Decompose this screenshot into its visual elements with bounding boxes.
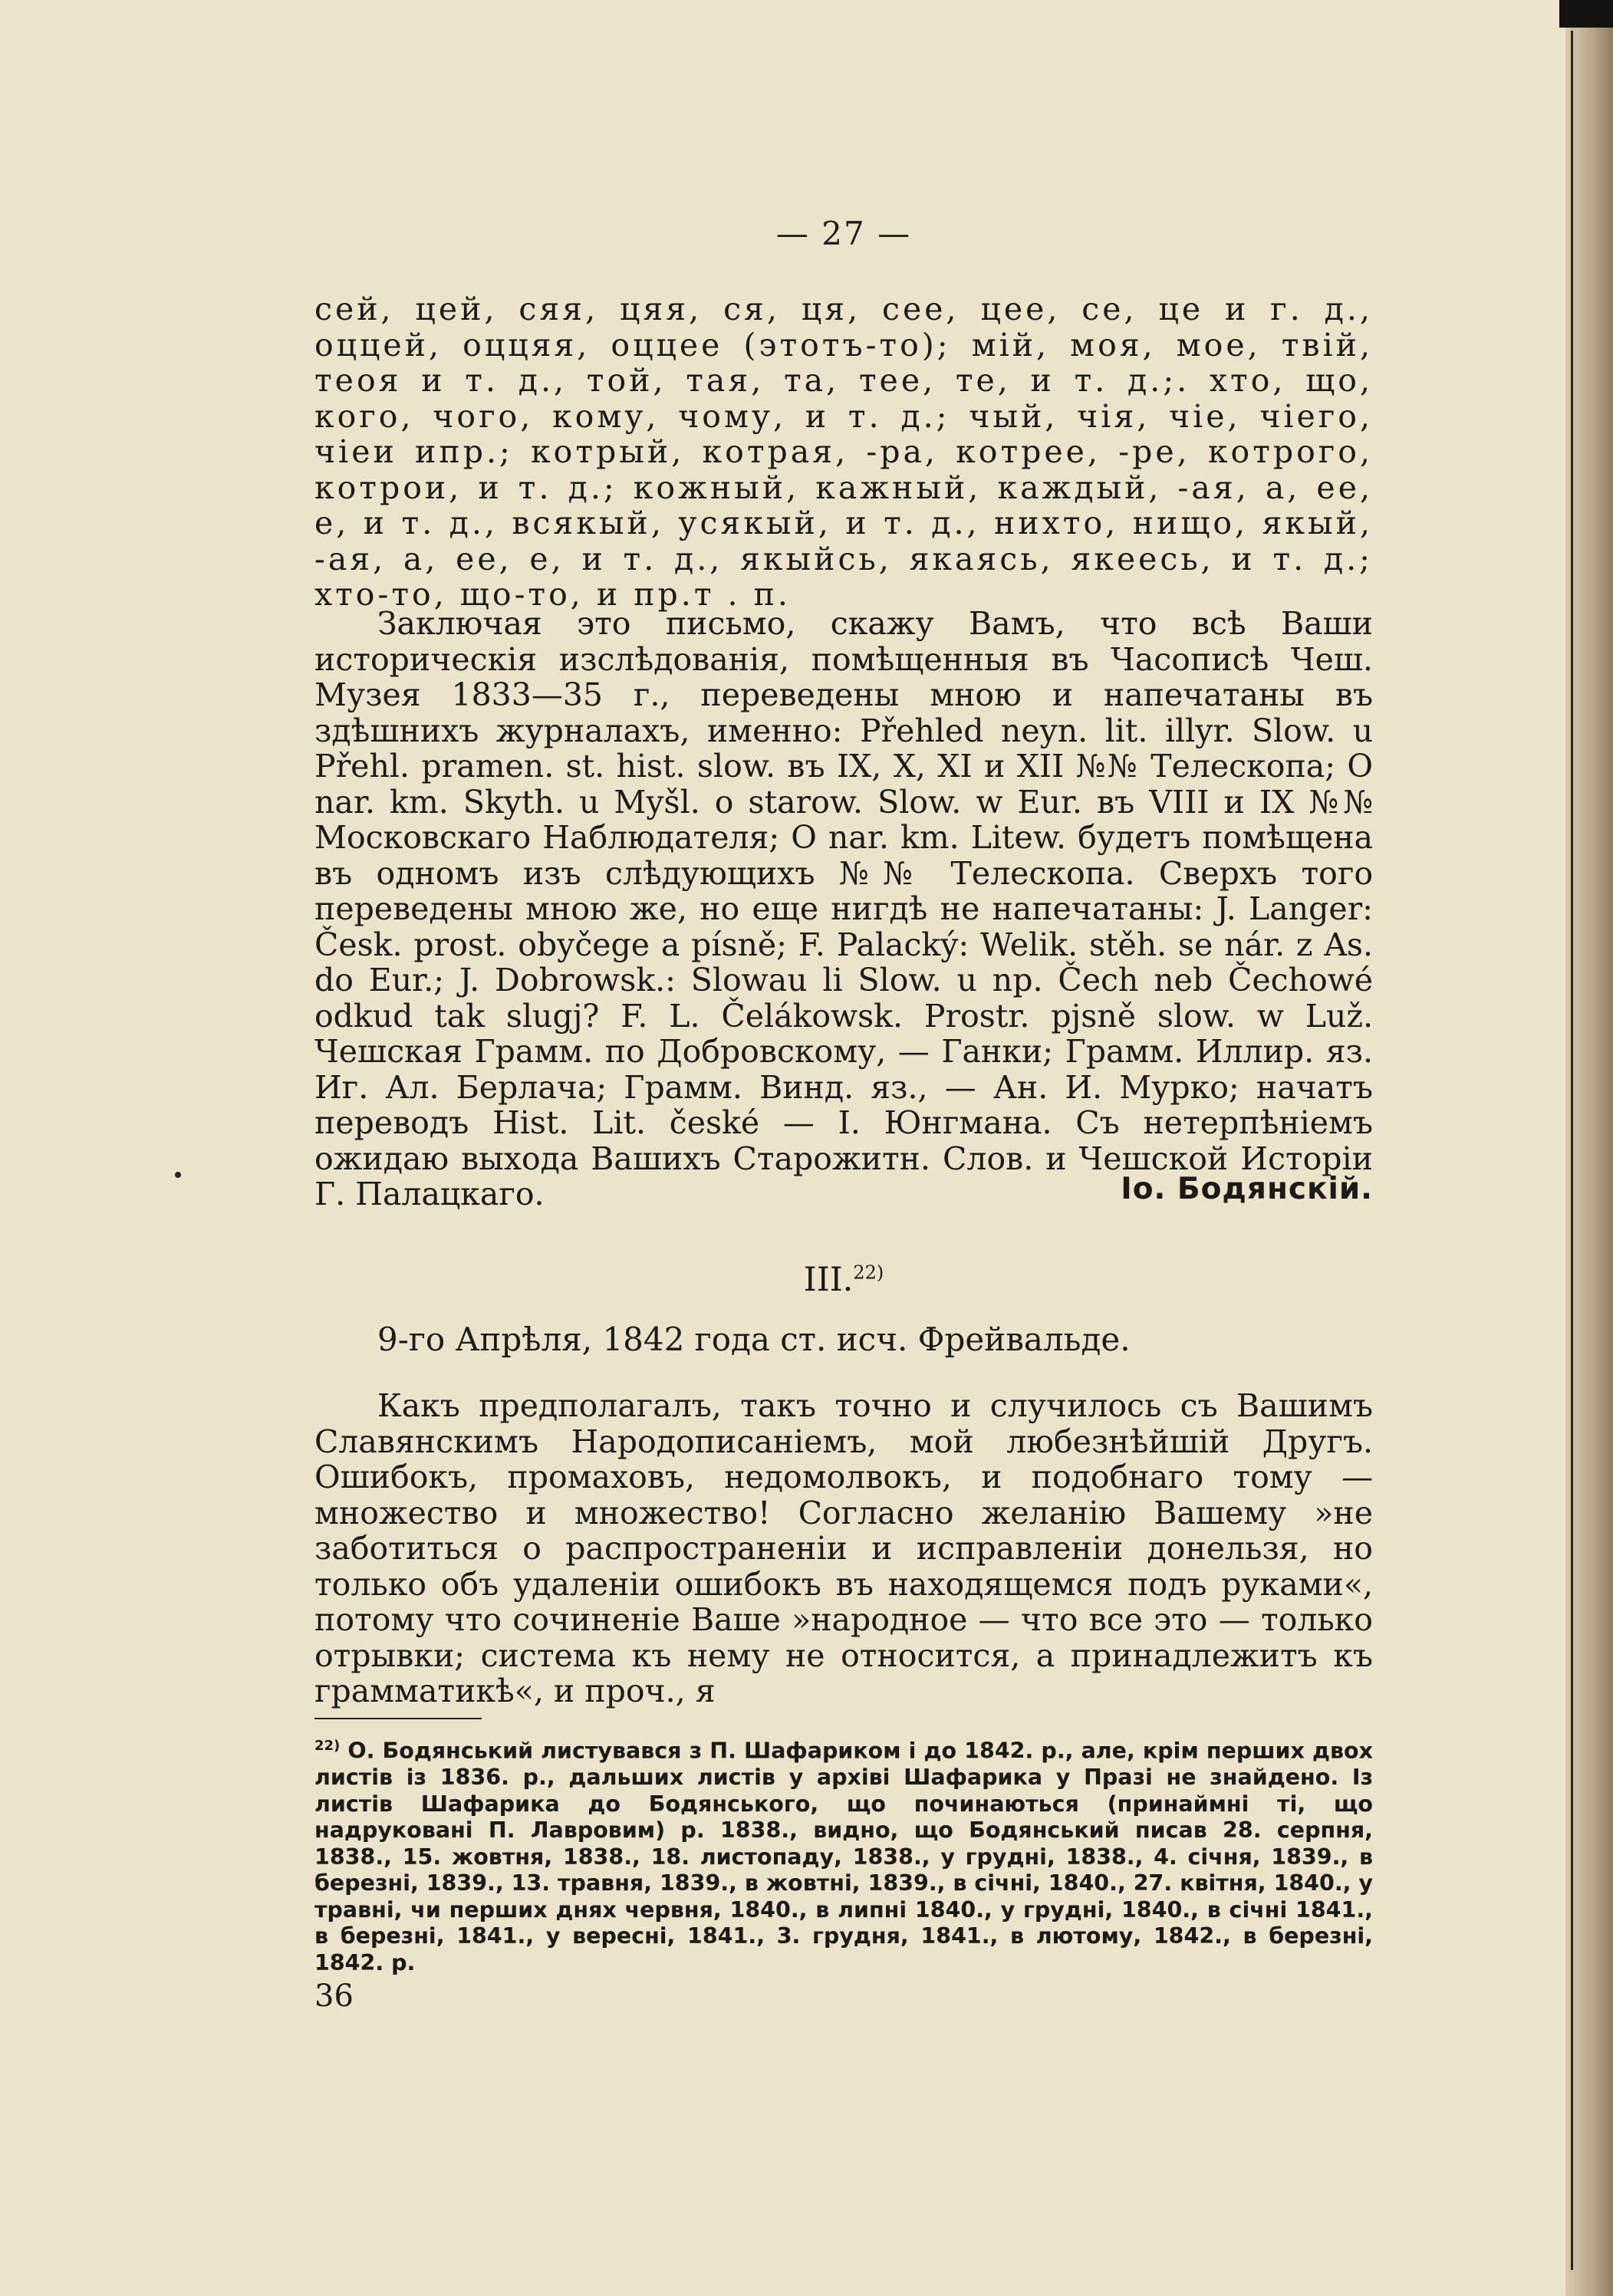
page-number: — 27 — [775, 215, 912, 252]
letter-section-title [314, 1261, 1373, 1299]
spine-shadow-line [1571, 31, 1573, 2270]
letter-signature: Іо. Бодянскій. [1121, 1172, 1373, 1206]
section-number: III. [803, 1261, 854, 1299]
letter-dateline: 9-го Апрѣля, 1842 года ст. исч. Фрейвальде. [377, 1321, 1131, 1358]
printer-signature-mark: 36 [314, 1979, 354, 2014]
stray-ink-dot [175, 1172, 181, 1178]
footnote-rule [314, 1718, 482, 1719]
footnote [314, 1733, 1373, 1976]
footnote-text: О. Бодянський листувався з П. Шафариком і до 1842. р., але, крім перших двох листів із 1836. р., дальших листів у архіві Шафарика у Празі не знайдено. Із листів Шафарика до Бодянського, що починаються (принаймні ті, що надруковані П. Лавровим) р. 1838., видно, що Бодянський писав 28. серпня, 1838., 15. жовтня, 1838., 18. листопаду, 1838., у грудні, 1838., 4. січня, 1839., в березні, 1839., 13. травня, 1839., в жовтні, 1839., в січні, 1840., 27. квітня, 1840., у травні, чи перших днях червня, 1840., в липні 1840., у грудні, 1840., в січні 1841., в березні, 1841., у вересні, 1841., 3. грудня, 1841., в лютому, 1842., в березні, 1842. р. [314, 1738, 1373, 1975]
paragraph-translations: Заключая это письмо, скажу Вамъ, что всѣ Ваши историческія изслѣдованія, помѣщенныя въ Часописѣ Чеш. Музея 1833—35 г., переведены мною и напечатаны въ здѣшнихъ журналахъ, именно: Přehled neyn. lit. illyr. Slow. u Přehl. pramen. st. hist. slow. въ IX, X, XI и XII №№ Телескопа; O nar. km. Skyth. u Myšl. o starow. Slow. w Eur. въ VIII и IX №№ Московскаго Наблюдателя; O nar. km. Litew. будетъ помѣщена въ одномъ изъ слѣдующихъ №№ Телескопа. Сверхъ того переведены мною же, но еще нигдѣ не напечатаны: J. Langer: Česk. prost. obyčege a písně; F. Palacký: Welik. stěh. se nár. z As. do Eur.; J. Dobrowsk.: Slowau li Slow. u np. Čech neb Čechowé odkud tak slugj? F. L. Čelákowsk. Prostr. pjsně slow. w Luž. Чешская Грамм. по Добровскому, — Ганки; Грамм. Иллир. яз. Иг. Ал. Берлача; Грамм. Винд. яз., — Ан. И. Мурко; начатъ переводъ Hist. Lit. české — I. Юнгмана. Съ нетерпѣніемъ ожидаю выхода Вашихъ Старожитн. Слов. и Чешской Исторіи Г. Палацкаго. [314, 605, 1373, 1212]
paragraph-pronoun-list: сей, цей, сяя, цяя, ся, ця, сее, цее, се, це и г. д., оццей, оццяя, оццее (этотъ-то); мій, моя, мое, твій, теоя и т. д., той, тая, та, тее, те, и т. д.;. хто, що, кого, чого, кому, чому, и т. д.; чый, чія, чіе, чіего, чіеи ипр.; котрый, котрая, -ра, котрее, -ре, котрого, котрои, и т. д.; кожный, кажный, каждый, -ая, а, ее, е, и т. д., всякый, усякый, и т. д., нихто, нищо, якый, -ая, а, ее, е, и т. д., якыйсь, якаясь, якеесь, и т. д.; хто-то, що-то, и пр.т . п. [314, 291, 1373, 613]
paragraph-letter-body: Какъ предполагалъ, такъ точно и случилось съ Вашимъ Славянскимъ Народописаніемъ, мой любезнѣйшій Другъ. Ошибокъ, промаховъ, недомолвокъ, и подобнаго тому — множество и множество! Согласно желанію Вашему »не заботиться о распространеніи и исправленіи донельзя, но только объ удаленіи ошибокъ въ находящемся подъ руками«, потому что сочиненіе Ваше »народное — что все это — только отрывки; система къ нему не относится, а принадлежитъ къ грамматикѣ«, и проч., я [314, 1387, 1373, 1709]
section-footnote-ref: 22) [853, 1261, 884, 1284]
footnote-marker: 22) [314, 1738, 341, 1754]
corner-ink-mark [1559, 0, 1613, 28]
